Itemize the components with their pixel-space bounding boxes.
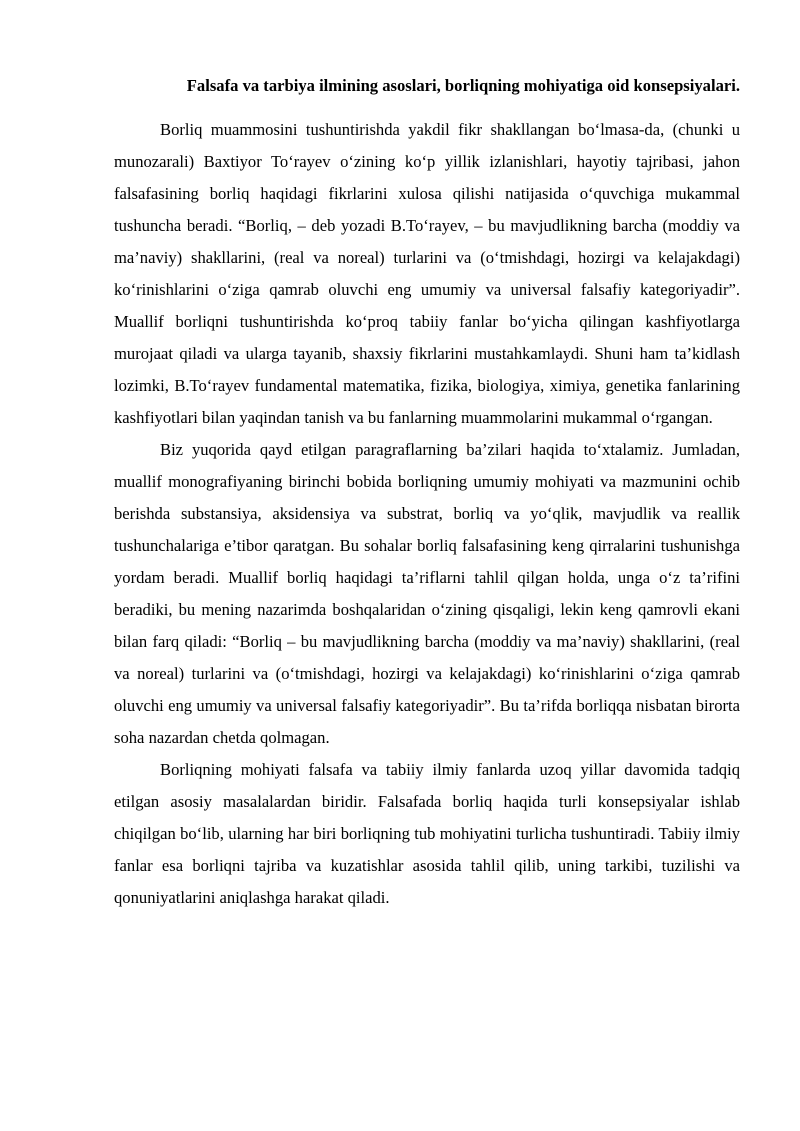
document-title: Falsafa va tarbiya ilmining asoslari, borliqning mohiyatiga oid konsepsiyalari.	[186, 76, 740, 95]
document-page	[114, 74, 740, 914]
paragraph-3: Borliqning mohiyati falsafa va tabiiy ilmiy fanlarda uzoq yillar davomida tadqiq etilgan asosiy masalalardan biridir. Falsafada borliq haqida turli konsepsiyalar ishlab chiqilgan bo‘lib, ularning har biri borliqning tub mohiyatini turlicha tushuntiradi. Tabiiy ilmiy fanlar esa borliqni tajriba va kuzatishlar asosida tahlil qilib, uning tarkibi, tuzilishi va qonuniyatlarini aniqlashga harakat qiladi.	[114, 760, 740, 907]
paragraph-2: Biz yuqorida qayd etilgan paragraflarning ba’zilari haqida to‘xtalamiz. Jumladan, muallif monografiyaning birinchi bobida borliqning umumiy mohiyati va mazmunini ochib berishda substansiya, aksidensiya va substrat, borliq va yo‘qlik, mavjudlik va reallik tushunchalariga e’tibor qaratgan. Bu sohalar borliq falsafasining keng qirralarini tushunishga yordam beradi. Muallif borliq haqidagi ta’riflarni tahlil qilgan holda, unga o‘z ta’rifini beradiki, bu mening nazarimda boshqalaridan o‘zining qisqaligi, lekin keng qamrovli ekani bilan farq qiladi: “Borliq – bu mavjudlikning barcha (moddiy va ma’naviy) shakllarini, (real va noreal) turlarini va (o‘tmishdagi, hozirgi va kelajakdagi) ko‘rinishlarini o‘ziga qamrab oluvchi eng umumiy va universal falsafiy kategoriyadir”. Bu ta’rifda borliqqa nisbatan birorta soha nazardan chetda qolmagan.	[114, 440, 740, 747]
paragraph-1: Borliq muammosini tushuntirishda yakdil fikr shakllangan bo‘lmasa-da, (chunki u munozarali) Baxtiyor To‘rayev o‘zining ko‘p yillik izlanishlari, hayotiy tajribasi, jahon falsafasining borliq haqidagi fikrlarini xulosa qilishi natijasida o‘quvchiga mukammal tushuncha beradi. “Borliq, – deb yozadi B.To‘rayev, – bu mavjudlikning barcha (moddiy va ma’naviy) shakllarini, (real va noreal) turlarini va (o‘tmishdagi, hozirgi va kelajakdagi) ko‘rinishlarini o‘ziga qamrab oluvchi eng umumiy va universal falsafiy kategoriyadir”. Muallif borliqni tushuntirishda ko‘proq tabiiy fanlar bo‘yicha qilingan kashfiyotlarga murojaat qiladi va ularga tayanib, shaxsiy fikrlarini mustahkamlaydi. Shuni ham ta’kidlash lozimki, B.To‘rayev fundamental matematika, fizika, biologiya, ximiya, genetika fanlarining kashfiyotlari bilan yaqindan tanish va bu fanlarning muammolarini mukammal o‘rgangan.	[114, 120, 740, 427]
